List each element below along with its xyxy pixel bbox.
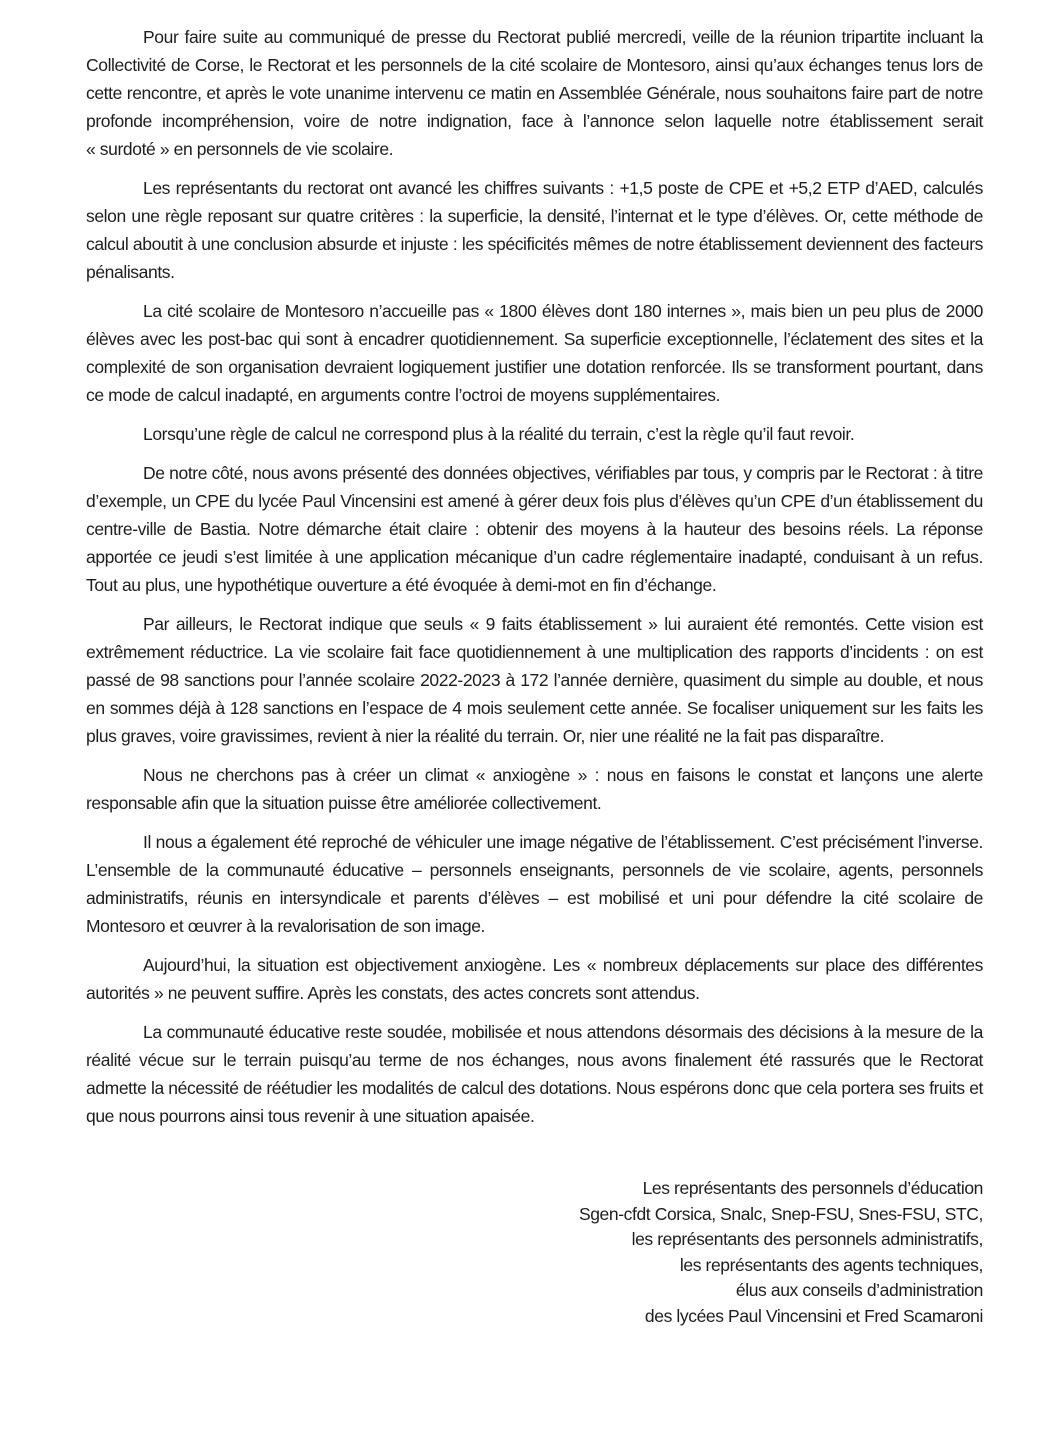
signature-block (86, 1176, 983, 1329)
paragraph-7: Nous ne cherchons pas à créer un climat « anxiogène » : nous en faisons le constat et lançons une alerte responsable afin que la situation puisse être améliorée collectivement. (86, 765, 983, 813)
paragraph-5: De notre côté, nous avons présenté des données objectives, vérifiables par tous, y compris par le Rectorat : à titre d’exemple, un CPE du lycée Paul Vincensini est amené à gérer deux fois plus d’élèves qu’un CPE d’un établissement du centre-ville de Bastia. Notre démarche était claire : obtenir des moyens à la hauteur des besoins réels. La réponse apportée ce jeudi s’est limitée à une application mécanique d’un cadre réglementaire inadapté, conduisant à un refus. Tout au plus, une hypothétique ouverture a été évoquée à demi-mot en fin d’échange. (86, 463, 983, 595)
paragraph-3: La cité scolaire de Montesoro n’accueille pas « 1800 élèves dont 180 internes », mais bien un peu plus de 2000 élèves avec les post-bac qui sont à encadrer quotidiennement. Sa superficie exceptionnelle, l’éclatement des sites et la complexité de son organisation devraient logiquement justifier une dotation renforcée. Ils se transforment pourtant, dans ce mode de calcul inadapté, en arguments contre l’octroi de moyens supplémentaires. (86, 301, 983, 405)
paragraph-8: Il nous a également été reproché de véhiculer une image négative de l’établissement. C’est précisément l’inverse. L’ensemble de la communauté éducative – personnels enseignants, personnels de vie scolaire, agents, personnels administratifs, réunis en intersyndicale et parents d’élèves – est mobilisé et uni pour défendre la cité scolaire de Montesoro et œuvrer à la revalorisation de son image. (86, 832, 983, 936)
signature-line-1: Les représentants des personnels d’éducation (642, 1178, 983, 1198)
signature-line-6: des lycées Paul Vincensini et Fred Scamaroni (644, 1305, 983, 1326)
paragraph-10: La communauté éducative reste soudée, mobilisée et nous attendons désormais des décisions à la mesure de la réalité vécue sur le terrain puisqu’au terme de nos échanges, nous avons finalement été rassurés que le Rectorat admette la nécessité de réétudier les modalités de calcul des dotations. Nous espérons donc que cela portera ses fruits et que nous pourrons ainsi tous revenir à une situation apaisée. (86, 1022, 983, 1126)
paragraph-6: Par ailleurs, le Rectorat indique que seuls « 9 faits établissement » lui auraient été remontés. Cette vision est extrêmement réductrice. La vie scolaire fait face quotidiennement à une multiplication des rapports d’incidents : on est passé de 98 sanctions pour l’année scolaire 2022-2023 à 172 l’année dernière, quasiment du simple au double, et nous en sommes déjà à 128 sanctions en l’espace de 4 mois seulement cette année. Se focaliser uniquement sur les faits les plus graves, voire gravissimes, revient à nier la réalité du terrain. Or, nier une réalité ne la fait pas disparaître. (86, 614, 983, 746)
paragraph-2: Les représentants du rectorat ont avancé les chiffres suivants : +1,5 poste de CPE et +5,2 ETP d’AED, calculés selon une règle reposant sur quatre critères : la superficie, la densité, l’internat et le type d’élèves. Or, cette méthode de calcul aboutit à une conclusion absurde et injuste : les spécificités mêmes de notre établissement deviennent des facteurs pénalisants. (86, 178, 983, 282)
signature-line-3: les représentants des personnels administratifs, (631, 1229, 983, 1249)
paragraph-9: Aujourd’hui, la situation est objectivement anxiogène. Les « nombreux déplacements sur place des différentes autorités » ne peuvent suffire. Après les constats, des actes concrets sont attendus. (86, 955, 983, 1003)
signature-line-5: élus aux conseils d’administration (735, 1280, 983, 1300)
paragraph-1: Pour faire suite au communiqué de presse du Rectorat publié mercredi, veille de la réunion tripartite incluant la Collectivité de Corse, le Rectorat et les personnels de la cité scolaire de Montesoro, ainsi qu’aux échanges tenus lors de cette rencontre, et après le vote unanime intervenu ce matin en Assemblée Générale, nous souhaitons faire part de notre profonde incompréhension, voire de notre indignation, face à l’annonce selon laquelle notre établissement serait « surdoté » en personnels de vie scolaire. (86, 27, 983, 159)
signature-line-4: les représentants des agents techniques, (679, 1254, 983, 1275)
signature-line-2: Sgen-cfdt Corsica, Snalc, Snep-FSU, Snes-FSU, STC, (578, 1203, 983, 1224)
paragraph-4: Lorsqu’une règle de calcul ne correspond plus à la réalité du terrain, c’est la règle qu’il faut revoir. (143, 424, 855, 444)
